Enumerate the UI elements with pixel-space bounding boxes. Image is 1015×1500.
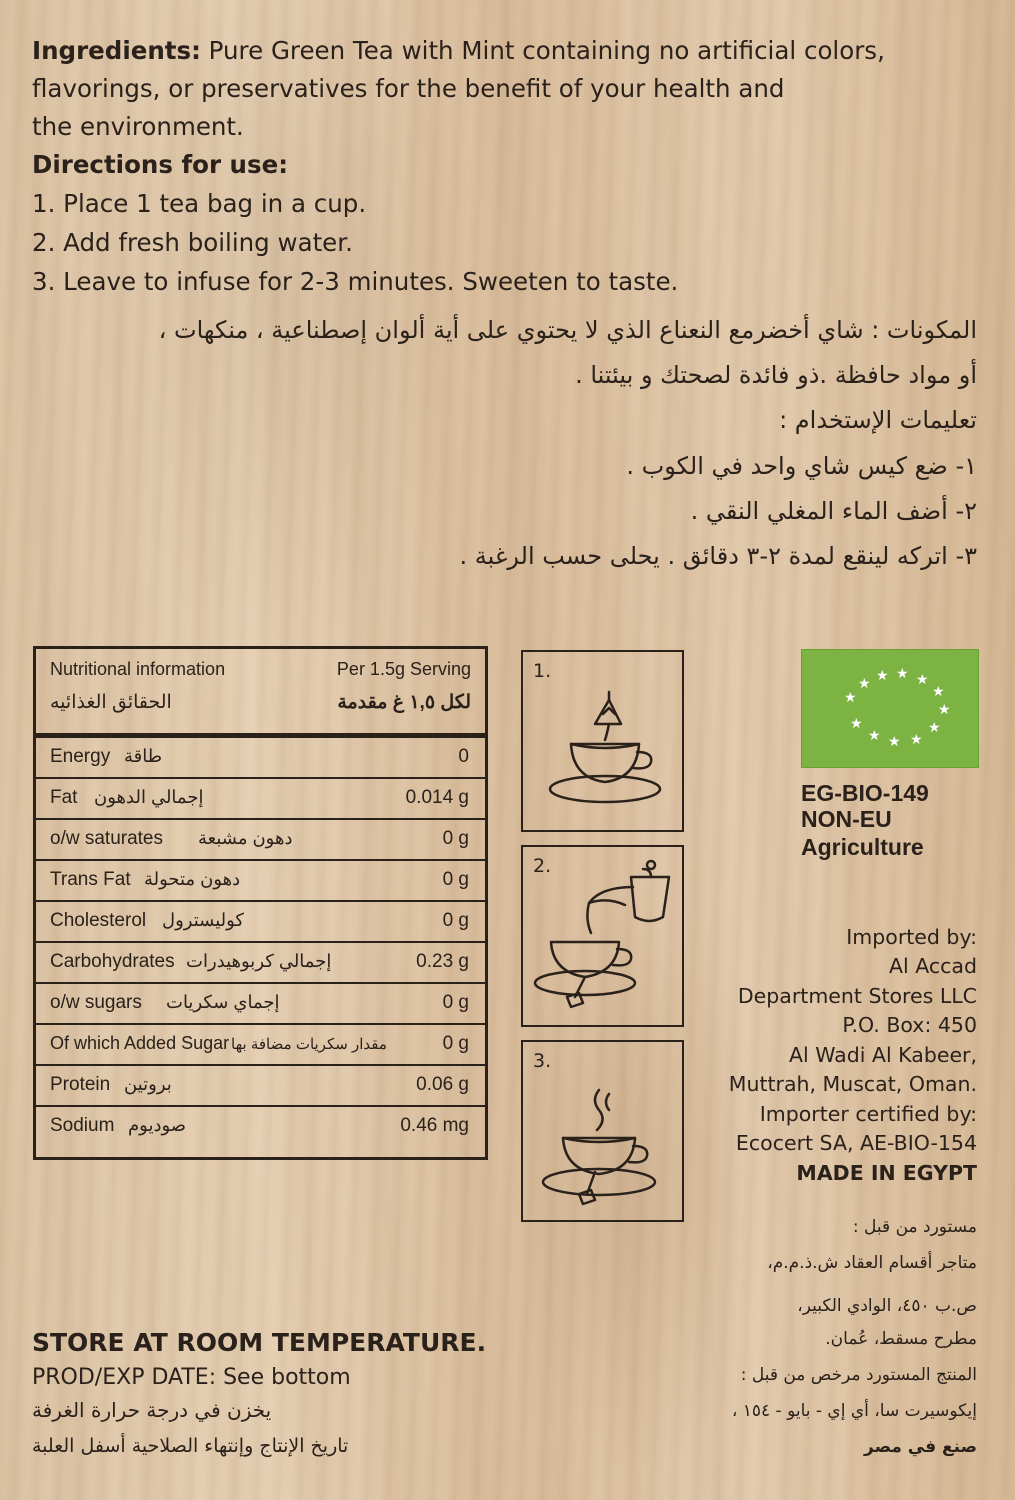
nutrition-row [36, 777, 485, 818]
importer-line: Muttrah, Muscat, Oman. [728, 1072, 977, 1096]
nutrition-serving-en: Per 1.5g Serving [336, 659, 471, 679]
step-panel-3 [521, 1040, 684, 1222]
nutrient-name-ar: طاقة [124, 746, 163, 766]
nutrition-serving-ar: لكل ١,٥ غ مقدمة [337, 692, 471, 713]
arabic-direction-1: ١- ضع كيس شاي واحد في الكوب . [626, 452, 977, 480]
ingredients-line-1: Ingredients: Pure Green Tea with Mint containing no artificial colors, [32, 36, 885, 65]
nutrient-name: Energy [50, 746, 111, 767]
nutrition-row [36, 818, 485, 859]
importer-line: Importer certified by: [759, 1102, 977, 1126]
step-number: 2. [533, 855, 552, 877]
svg-text:★: ★ [938, 702, 951, 718]
arabic-directions-title: تعليمات الإستخدام : [779, 406, 977, 434]
nutrient-name: Cholesterol [50, 910, 147, 931]
nutrient-name: Carbohydrates [50, 951, 175, 972]
made-in-egypt-ar: صنع في مصر [864, 1437, 977, 1457]
importer-line: Ecocert SA, AE-BIO-154 [735, 1131, 977, 1155]
svg-text:★: ★ [896, 666, 909, 682]
nutrition-row [36, 1064, 485, 1105]
direction-step-1: 1. Place 1 tea bag in a cup. [32, 189, 367, 218]
nutrient-value: 0 g [442, 910, 469, 931]
organic-code: EG-BIO-149 [801, 780, 929, 806]
importer-ar-line: مستورد من قبل : [852, 1217, 977, 1237]
nutrient-value: 0.23 g [416, 951, 469, 972]
importer-ar-line: متاجر أقسام العقاد ش.ذ.م.م، [767, 1253, 977, 1273]
storage-instruction: STORE AT ROOM TEMPERATURE. [32, 1328, 487, 1357]
svg-text:★: ★ [932, 684, 945, 700]
arabic-ingredients-line-2: أو مواد حافظة .ذو فائدة لصحتك و بيئتنا . [575, 361, 977, 389]
nutrient-value: 0 g [442, 992, 469, 1013]
nutrition-title-ar: الحقائق الغذائيه [50, 692, 172, 713]
nutrition-row [36, 859, 485, 900]
step-number: 3. [533, 1050, 552, 1072]
nutrient-value: 0.014 g [405, 787, 469, 808]
svg-text:★: ★ [910, 732, 923, 748]
direction-step-2: 2. Add fresh boiling water. [32, 228, 353, 257]
nutrient-value: 0 g [442, 828, 469, 849]
step-panel-2 [521, 845, 684, 1027]
importer-line: Department Stores LLC [737, 984, 977, 1008]
nutrient-value: 0.06 g [416, 1074, 469, 1095]
svg-text:★: ★ [916, 672, 929, 688]
arabic-ingredients-line-1: المكونات : شاي أخضرمع النعناع الذي لا يحتوي على أية ألوان إصطناعية ، منكهات ، [158, 316, 977, 344]
nutrient-name-ar: إجمالي كربوهيدرات [186, 951, 332, 971]
nutrient-value: 0 g [442, 869, 469, 890]
nutrition-row [36, 1023, 485, 1064]
importer-ar-line: إيكوسيرت سا، أي إي - بايو - ١٥٤ ، [731, 1401, 977, 1421]
importer-ar-line: ص.ب ٤٥٠، الوادي الكبير، [797, 1296, 977, 1316]
organic-agriculture: Agriculture [801, 834, 924, 860]
importer-ar-line: مطرح مسقط، عُمان. [825, 1329, 977, 1349]
importer-line: Imported by: [846, 925, 977, 949]
nutrition-table [33, 646, 488, 1160]
ingredients-line-3: the environment. [32, 112, 244, 141]
ingredients-label: Ingredients: [32, 36, 201, 65]
nutrient-name-ar: صوديوم [128, 1115, 187, 1135]
steaming-cup-icon [523, 1042, 686, 1224]
nutrient-name: o/w saturates [50, 828, 163, 849]
svg-text:★: ★ [928, 720, 941, 736]
nutrient-name-ar: بروتين [124, 1074, 172, 1094]
nutrition-row [36, 982, 485, 1023]
nutrient-name-ar: إجماي سكريات [166, 992, 280, 1012]
kettle-pour-icon [523, 847, 686, 1029]
teabag-cup-icon [523, 652, 686, 834]
directions-title: Directions for use: [32, 150, 288, 179]
eu-organic-leaf-icon [801, 649, 979, 768]
nutrition-header [36, 649, 485, 736]
nutrition-title-en: Nutritional information [50, 659, 226, 679]
nutrient-name: Fat [50, 787, 78, 808]
nutrient-name-ar: إجمالي الدهون [94, 787, 204, 807]
made-in-egypt: MADE IN EGYPT [796, 1161, 977, 1185]
arabic-direction-2: ٢- أضف الماء المغلي النقي . [690, 497, 977, 525]
nutrient-name: Protein [50, 1074, 111, 1095]
organic-non-eu: NON-EU [801, 806, 892, 832]
nutrient-name: Sodium [50, 1115, 115, 1136]
step-number: 1. [533, 660, 552, 682]
importer-line: Al Accad [888, 954, 977, 978]
nutrition-row [36, 900, 485, 941]
svg-text:★: ★ [844, 690, 857, 706]
nutrient-name: o/w sugars [50, 992, 142, 1013]
step-panel-1 [521, 650, 684, 832]
svg-text:★: ★ [868, 728, 881, 744]
nutrient-value: 0 [458, 746, 469, 767]
prod-exp-date-ar: تاريخ الإنتاج وإنتهاء الصلاحية أسفل العلبة [32, 1435, 349, 1457]
nutrient-name: Trans Fat [50, 869, 131, 890]
nutrition-row [36, 941, 485, 982]
svg-text:★: ★ [858, 676, 871, 692]
importer-line: P.O. Box: 450 [842, 1013, 977, 1037]
prod-exp-date: PROD/EXP DATE: See bottom [32, 1365, 351, 1390]
nutrient-value: 0.46 mg [400, 1115, 469, 1136]
direction-step-3: 3. Leave to infuse for 2-3 minutes. Sweeten to taste. [32, 267, 679, 296]
ingredients-line-2: flavorings, or preservatives for the benefit of your health and [32, 74, 785, 103]
svg-text:★: ★ [888, 734, 901, 750]
nutrition-row [36, 1105, 485, 1146]
storage-instruction-ar: يخزن في درجة حرارة الغرفة [32, 1398, 272, 1422]
nutrition-row [36, 736, 485, 777]
nutrient-name-ar: مقدار سكريات مضافة بها [231, 1036, 387, 1053]
nutrient-name-ar: كوليسترول [162, 910, 244, 930]
nutrient-name-ar: دهون متحولة [144, 869, 241, 889]
importer-ar-line: المنتج المستورد مرخص من قبل : [740, 1365, 977, 1385]
arabic-direction-3: ٣- اتركه لينقع لمدة ٢-٣ دقائق . يحلى حسب الرغبة . [459, 542, 977, 570]
nutrient-value: 0 g [442, 1033, 469, 1054]
importer-line: Al Wadi Al Kabeer, [788, 1043, 977, 1067]
svg-text:★: ★ [850, 716, 863, 732]
nutrient-name-ar: دهون مشبعة [198, 828, 293, 848]
svg-text:★: ★ [876, 668, 889, 684]
nutrient-name: Of which Added Sugar [50, 1033, 230, 1053]
